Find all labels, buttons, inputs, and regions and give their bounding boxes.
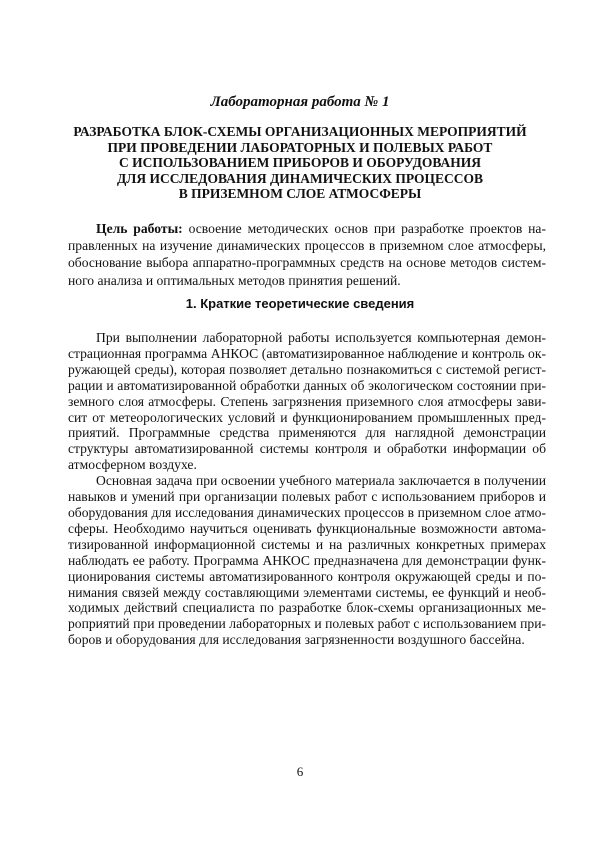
paragraph-line: роприятий при проведении лабораторных и полевых работ с использованием при-: [68, 616, 546, 632]
paragraph-line: приятий. Программные средства применяются для наглядной демонстрации: [68, 425, 546, 441]
goal-label: Цель работы:: [96, 221, 183, 236]
paragraph-line: страционная программа АНКОС (автоматизированное наблюдение и контроль ок-: [68, 345, 546, 361]
goal-paragraph: [68, 220, 546, 289]
paragraph-line: атмосферном воздухе.: [68, 457, 197, 473]
paragraph-line: земного слоя атмосферы. Степень загрязнения приземного слоя атмосферы зави-: [68, 393, 546, 409]
paragraph-line: сит от метеорологических условий и функционированием промышленных пред-: [68, 409, 546, 425]
paragraph-line: рации и автоматизированной обработки данных об экологическом состоянии при-: [68, 377, 546, 393]
paragraph-line: ружающей среды), которая позволяет детально познакомиться с системой регист-: [68, 361, 546, 377]
goal-line: обоснование выбора аппаратно-программных средств на основе методов систем-: [68, 255, 546, 271]
main-title: [50, 124, 550, 202]
page-number: 6: [296, 764, 304, 779]
section-body: [68, 330, 546, 648]
main-title-line: ДЛЯ ИССЛЕДОВАНИЯ ДИНАМИЧЕСКИХ ПРОЦЕССОВ: [116, 170, 484, 186]
main-title-line: В ПРИЗЕМНОМ СЛОЕ АТМОСФЕРЫ: [178, 186, 422, 201]
paragraph-line: ходимых действий специалиста по разработке блок-схемы организационных ме-: [68, 600, 546, 616]
paragraph-line: навыков и умений при организации полевых работ с использованием приборов и: [68, 489, 546, 505]
main-title-line: РАЗРАБОТКА БЛОК-СХЕМЫ ОРГАНИЗАЦИОННЫХ МЕРОПРИЯТИЙ: [73, 124, 527, 139]
paragraph-line: При выполнении лабораторной работы используется компьютерная демон-: [96, 330, 546, 345]
goal-line: [68, 220, 546, 237]
paragraph-line: наблюдать ее работу. Программа АНКОС предназначена для демонстрации функ-: [68, 552, 546, 568]
paragraph-2: [68, 473, 546, 648]
goal-text: освоение методических основ при разработке проектов на-: [188, 221, 546, 236]
lab-title: Лабораторная работа № 1: [210, 94, 390, 110]
paragraph-line: ционирования системы автоматизированного контроля окружающей среды и по-: [68, 568, 546, 584]
goal-line: ного анализа и оптимальных методов принятия решений.: [68, 272, 401, 288]
paragraph-line: боров и оборудования для исследования загрязненности воздушного бассейна.: [68, 632, 525, 648]
paragraph-1: [68, 330, 546, 473]
paragraph-line: оборудования для исследования динамических процессов в приземном слое атмо-: [68, 504, 546, 520]
paragraph-line: тизированной информационной системы и на различных конкретных примерах: [68, 536, 546, 552]
main-title-line: ПРИ ПРОВЕДЕНИИ ЛАБОРАТОРНЫХ И ПОЛЕВЫХ РАБОТ: [107, 139, 493, 155]
paragraph-line: нимания связей между составляющими элементами системы, ее функций и необ-: [68, 584, 546, 600]
paragraph-line: структуры автоматизированной системы контроля и обработки информации об: [68, 441, 546, 457]
main-title-line: С ИСПОЛЬЗОВАНИЕМ ПРИБОРОВ И ОБОРУДОВАНИЯ: [118, 155, 482, 170]
paragraph-line: Основная задача при освоении учебного материала заключается в получении: [96, 473, 546, 489]
section-title: 1. Краткие теоретические сведения: [185, 296, 415, 311]
paragraph-line: сферы. Необходимо научиться оценивать функциональные возможности автома-: [68, 520, 546, 536]
goal-line: правленных на изучение динамических процессов в приземном слое атмосферы,: [68, 238, 546, 254]
